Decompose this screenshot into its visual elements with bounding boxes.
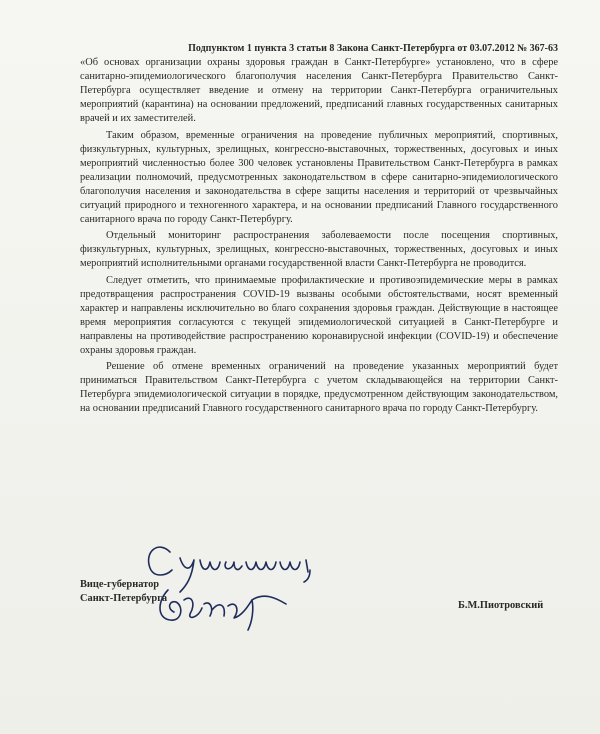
paragraph-4: Следует отметить, что принимаемые профилактические и противоэпидемические меры в рамках предотвращения распространения COVID-19 вызваны особыми обстоятельствами, носят временный характер и направлены исключительно во благо сохранения здоровья граждан. Действующие в настоящее время мероприятия согласуются с текущей эпидемиологической ситуацией в Санкт-Петербурге и направлены на противодействие распространению коронавирусной инфекции (COVID-19) и обеспечение охраны здоровья граждан.: [80, 274, 558, 356]
signatory-title: [80, 578, 167, 606]
signatory-name: Б.М.Пиотровский: [458, 600, 544, 611]
paragraph-2: Таким образом, временные ограничения на проведение публичных мероприятий, спортивных, физкультурных, культурных, зрелищных, конгрессно-выставочных, торжественных, досуговых и иных мероприятий численностью более 300 человек установлены Правительством Санкт-Петербурга в рамках реализации полномочий, предусмотренных законодательством в сфере санитарно-эпидемиологического благополучия населения и законодательства в сфере защиты населения и территорий от чрезвычайных ситуаций природного и техногенного характера, и на основании предписаний Главного государственного санитарного врача по городу Санкт-Петербургу.: [80, 129, 558, 226]
handwritten-signature: [140, 530, 330, 640]
paragraph-3: Отдельный мониторинг распространения заболеваемости после посещения спортивных, физкультурных, культурных, зрелищных, конгрессно-выставочных, торжественных, досуговых и иных мероприятий исполнительными органами государственной власти Санкт-Петербурга не проводится.: [80, 230, 558, 270]
signatory-title-line2: Санкт-Петербурга: [80, 593, 168, 604]
paragraph-1: «Об основах организации охраны здоровья граждан в Санкт-Петербурге» установлено, что в сфере санитарно-эпидемиологического благополучия населения Санкт-Петербурга Правительство Санкт-Петербурга осуществляет введение и отмену на территории Санкт-Петербурга ограничительных мероприятий (карантина) на основании предложений, предписаний главных государственных санитарных врачей и их заместителей.: [80, 57, 558, 125]
letter-body: [80, 42, 558, 418]
law-reference-line: Подпунктом 1 пункта 3 статьи 8 Закона Санкт-Петербурга от 03.07.2012 № 367-63: [188, 43, 558, 54]
paragraph-5: Решение об отмене временных ограничений на проведение указанных мероприятий будет приниматься Правительством Санкт-Петербурга с учетом складывающейся на территории Санкт-Петербурга эпидемиологической ситуации в порядке, предусмотренном действующим законодательством, на основании предписаний Главного государственного санитарного врача по городу Санкт-Петербургу.: [80, 361, 558, 415]
signatory-title-line1: Вице-губернатор: [80, 579, 160, 590]
